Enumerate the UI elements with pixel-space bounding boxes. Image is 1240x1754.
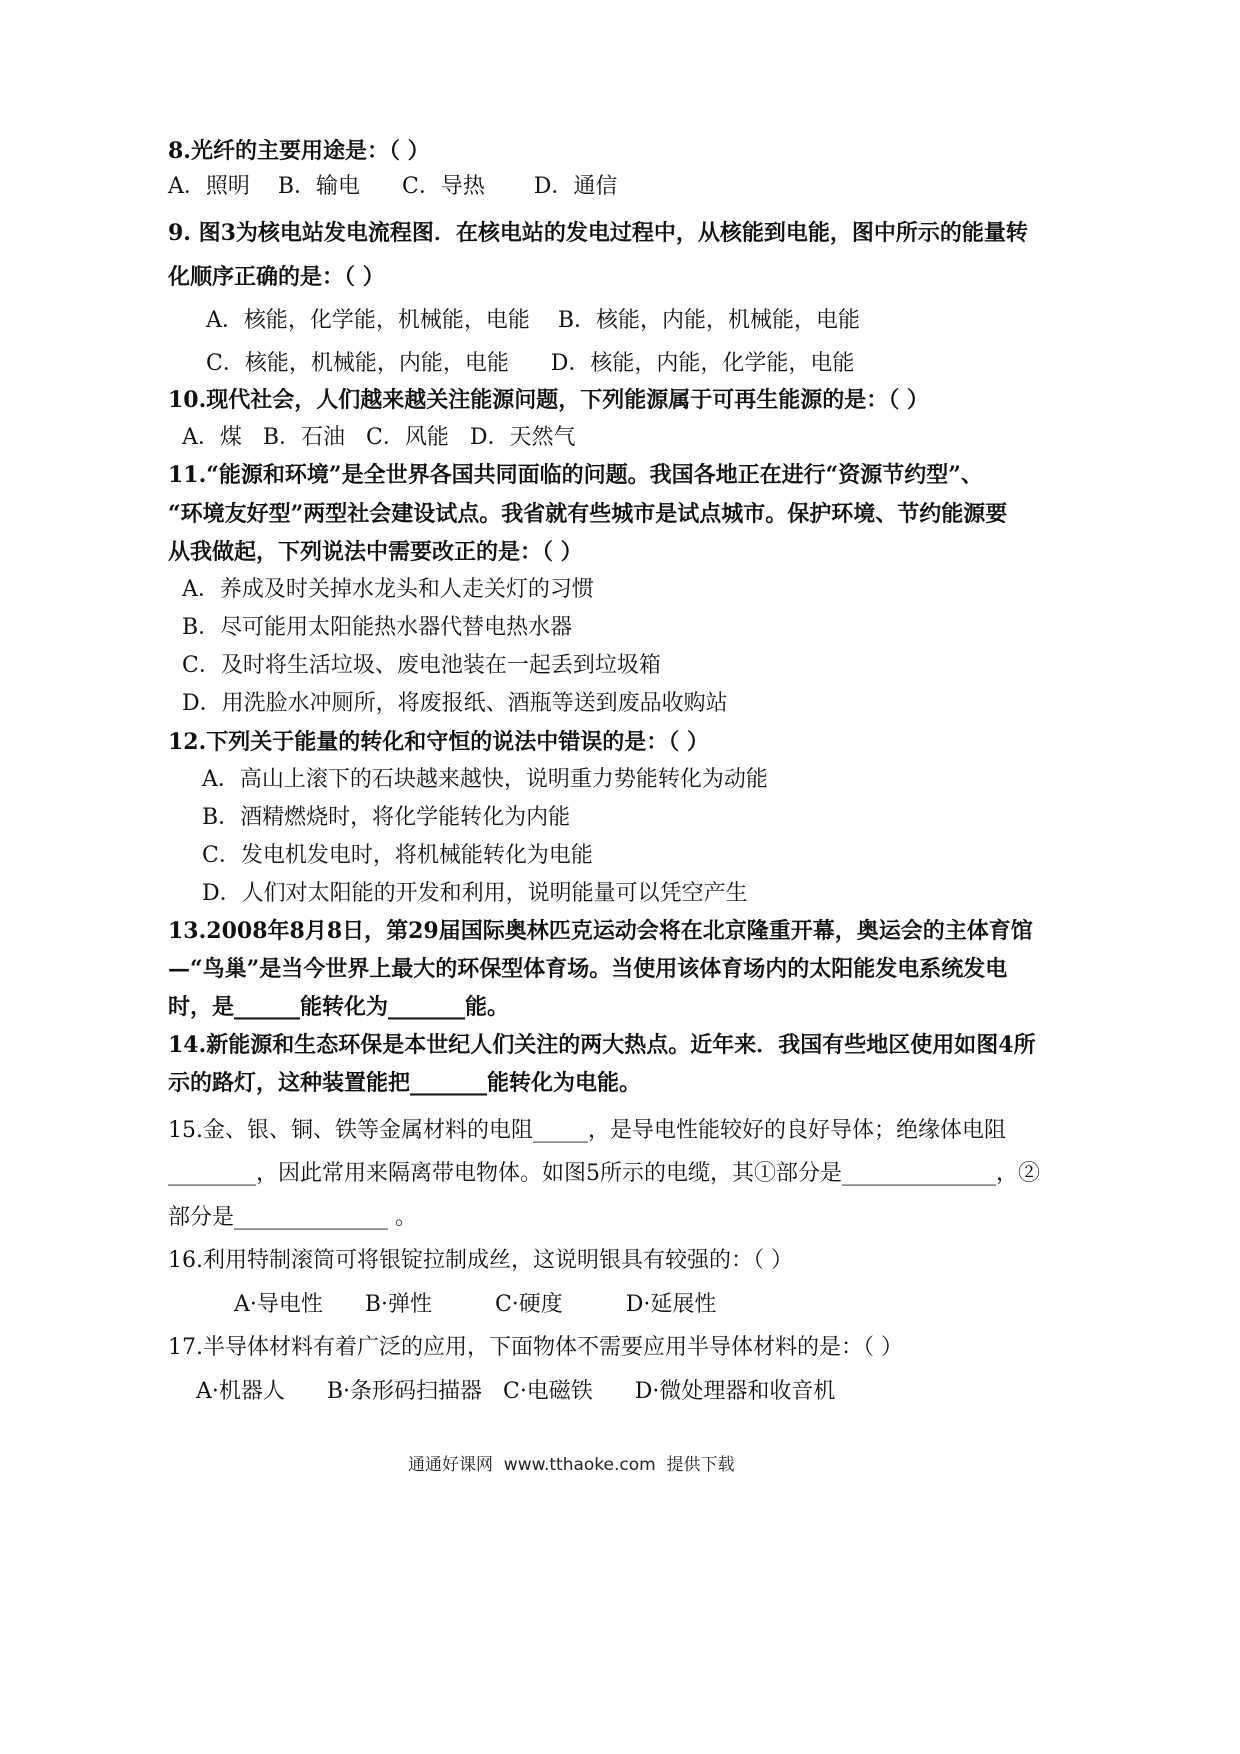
q13-stem-line1: 13.2008年8月8日，第29届国际奥林匹克运动会将在北京隆重开幕，奥运会的主体育馆 — [168, 918, 1033, 944]
q17-stem: 17.半导体材料有着广泛的应用，下面物体不需要应用半导体材料的是：（ ） — [168, 1335, 903, 1360]
q11-option-d: D．用洗脸水冲厕所，将废报纸、酒瓶等送到废品收购站 — [182, 691, 728, 716]
q9-options-c-d: C．核能，机械能，内能，电能 D．核能，内能，化学能，电能 — [206, 351, 855, 376]
q11-stem-line3: 从我做起，下列说法中需要改正的是：（ ） — [168, 539, 583, 565]
page-footer: 通通好课网 www.tthaoke.com 提供下载 — [408, 1455, 735, 1475]
q14-stem-line2: 示的路灯，这种装置能把_______能转化为电能。 — [168, 1070, 642, 1096]
q9-stem-line1: 9. 图3为核电站发电流程图．在核电站的发电过程中，从核能到电能，图中所示的能量转 — [168, 220, 1028, 246]
q16-stem: 16.利用特制滚筒可将银锭拉制成丝，这说明银具有较强的：（ ） — [168, 1248, 793, 1273]
q10-stem: 10.现代社会，人们越来越关注能源问题，下列能源属于可再生能源的是：（ ） — [168, 387, 929, 413]
q13-stem-line3: 时，是______能转化为_______能。 — [168, 994, 510, 1020]
q14-stem-line1: 14.新能源和生态环保是本世纪人们关注的两大热点。近年来．我国有些地区使用如图4所 — [168, 1032, 1036, 1058]
q13-stem-line2: —“鸟巢”是当今世界上最大的环保型体育场。当使用该体育场内的太阳能发电系统发电 — [168, 956, 1008, 982]
q15-stem-line3: 部分是______________ 。 — [168, 1205, 417, 1230]
q11-option-a: A．养成及时关掉水龙头和人走关灯的习惯 — [182, 577, 594, 602]
q11-option-c: C．及时将生活垃圾、废电池装在一起丢到垃圾箱 — [182, 653, 661, 678]
q11-stem-line1: 11.“能源和环境”是全世界各国共同面临的问题。我国各地正在进行“资源节约型”、 — [168, 462, 983, 488]
q17-options: A·机器人 B·条形码扫描器 C·电磁铁 D·微处理器和收音机 — [196, 1379, 836, 1404]
q8-stem: 8.光纤的主要用途是：（ ） — [168, 138, 430, 164]
q15-stem-line2: ________，因此常用来隔离带电物体。如图5所示的电缆，其①部分是______________，② — [168, 1161, 1040, 1186]
q8-options: A．照明 B．输电 C．导热 D．通信 — [168, 174, 618, 199]
q12-option-a: A．高山上滚下的石块越来越快，说明重力势能转化为动能 — [202, 767, 768, 792]
q12-option-b: B．酒精燃烧时，将化学能转化为内能 — [202, 805, 571, 830]
q12-option-c: C．发电机发电时，将机械能转化为电能 — [202, 843, 593, 868]
q10-options: A．煤 B．石油 C．风能 D．天然气 — [182, 425, 576, 450]
q9-options-a-b: A．核能，化学能，机械能，电能 B．核能，内能，机械能，电能 — [206, 308, 861, 333]
q11-option-b: B．尽可能用太阳能热水器代替电热水器 — [182, 615, 573, 640]
q9-stem-line2: 化顺序正确的是：（ ） — [168, 264, 385, 290]
q15-stem-line1: 15.金、银、铜、铁等金属材料的电阻_____，是导电性能较好的良好导体；绝缘体电阻 — [168, 1118, 1006, 1143]
q12-option-d: D．人们对太阳能的开发和利用，说明能量可以凭空产生 — [202, 881, 748, 906]
q11-stem-line2: “环境友好型”两型社会建设试点。我省就有些城市是试点城市。保护环境、节约能源要 — [168, 501, 1008, 527]
q16-options: A·导电性 B·弹性 C·硬度 D·延展性 — [234, 1292, 717, 1317]
q12-stem: 12.下列关于能量的转化和守恒的说法中错误的是：（ ） — [168, 729, 709, 755]
